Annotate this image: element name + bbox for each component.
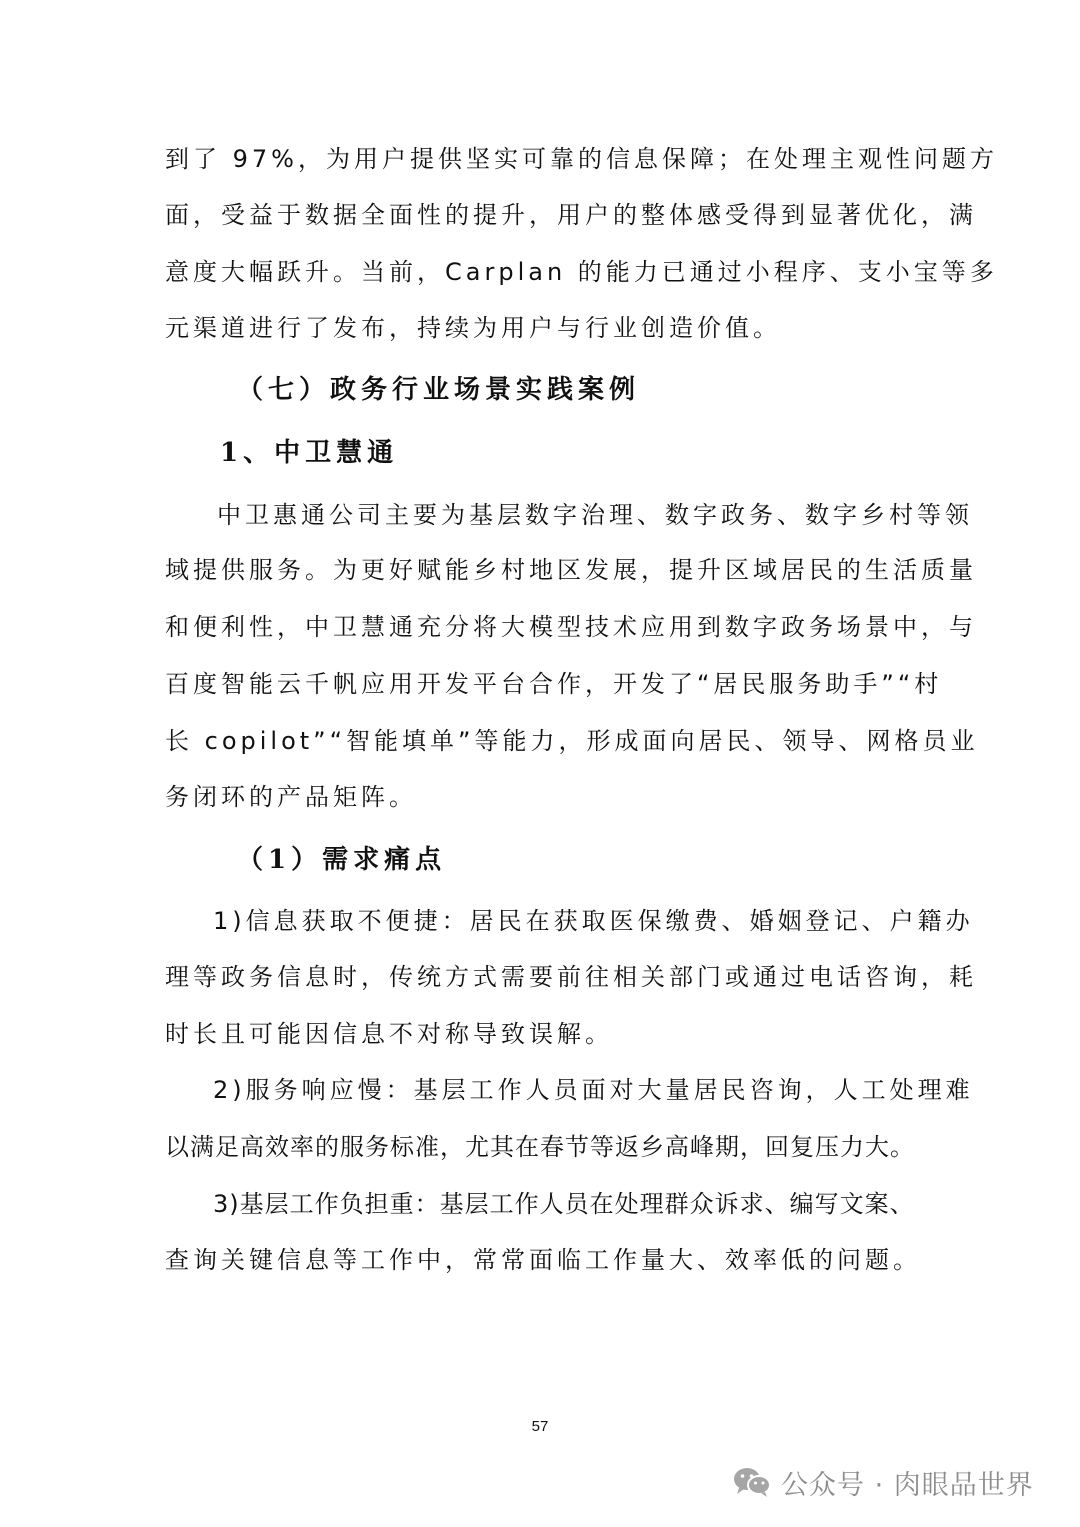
pain-points-heading: （1）需求痛点 (237, 845, 447, 875)
paragraph-line: 时长且可能因信息不对称导致误解。 (165, 1020, 613, 1048)
paragraph-line: 面，受益于数据全面性的提升，用户的整体感受得到显著优化，满 (165, 201, 977, 229)
paragraph-line: 1)信息获取不便捷：居民在获取医保缴费、婚姻登记、户籍办 (213, 907, 974, 935)
paragraph-line: 查询关键信息等工作中，常常面临工作量大、效率低的问题。 (165, 1246, 921, 1274)
wechat-icon (733, 1466, 771, 1498)
paragraph-line: 百度智能云千帆应用开发平台合作，开发了“居民服务助手”“村 (165, 670, 943, 698)
paragraph-line: 元渠道进行了发布，持续为用户与行业创造价值。 (165, 314, 781, 342)
section-heading: （七）政务行业场景实践案例 (237, 375, 641, 405)
watermark-text: 公众号 · 肉眼品世界 (781, 1469, 1034, 1501)
paragraph-line: 长 copilot”“智能填单”等能力，形成面向居民、领导、网格员业 (165, 727, 979, 755)
paragraph-line: 到了 97%，为用户提供坚实可靠的信息保障；在处理主观性问题方 (165, 145, 998, 173)
paragraph-line: 务闭环的产品矩阵。 (165, 783, 417, 811)
paragraph-line: 意度大幅跃升。当前，Carplan 的能力已通过小程序、支小宝等多 (165, 258, 998, 286)
page-number: 57 (531, 1418, 549, 1435)
paragraph-line: 中卫惠通公司主要为基层数字治理、数字政务、数字乡村等领 (217, 501, 973, 529)
paragraph-line: 2)服务响应慢：基层工作人员面对大量居民咨询，人工处理难 (213, 1076, 974, 1104)
subsection-heading: 1、中卫慧通 (220, 438, 399, 468)
paragraph-line: 3)基层工作负担重：基层工作人员在处理群众诉求、编写文案、 (213, 1190, 915, 1218)
paragraph-line: 域提供服务。为更好赋能乡村地区发展，提升区域居民的生活质量 (165, 556, 977, 584)
watermark (733, 1462, 1034, 1502)
paragraph-line: 以满足高效率的服务标准，尤其在春节等返乡高峰期，回复压力大。 (165, 1133, 915, 1161)
paragraph-line: 理等政务信息时，传统方式需要前往相关部门或通过电话咨询，耗 (165, 963, 977, 991)
paragraph-line: 和便利性，中卫慧通充分将大模型技术应用到数字政务场景中，与 (165, 613, 977, 641)
